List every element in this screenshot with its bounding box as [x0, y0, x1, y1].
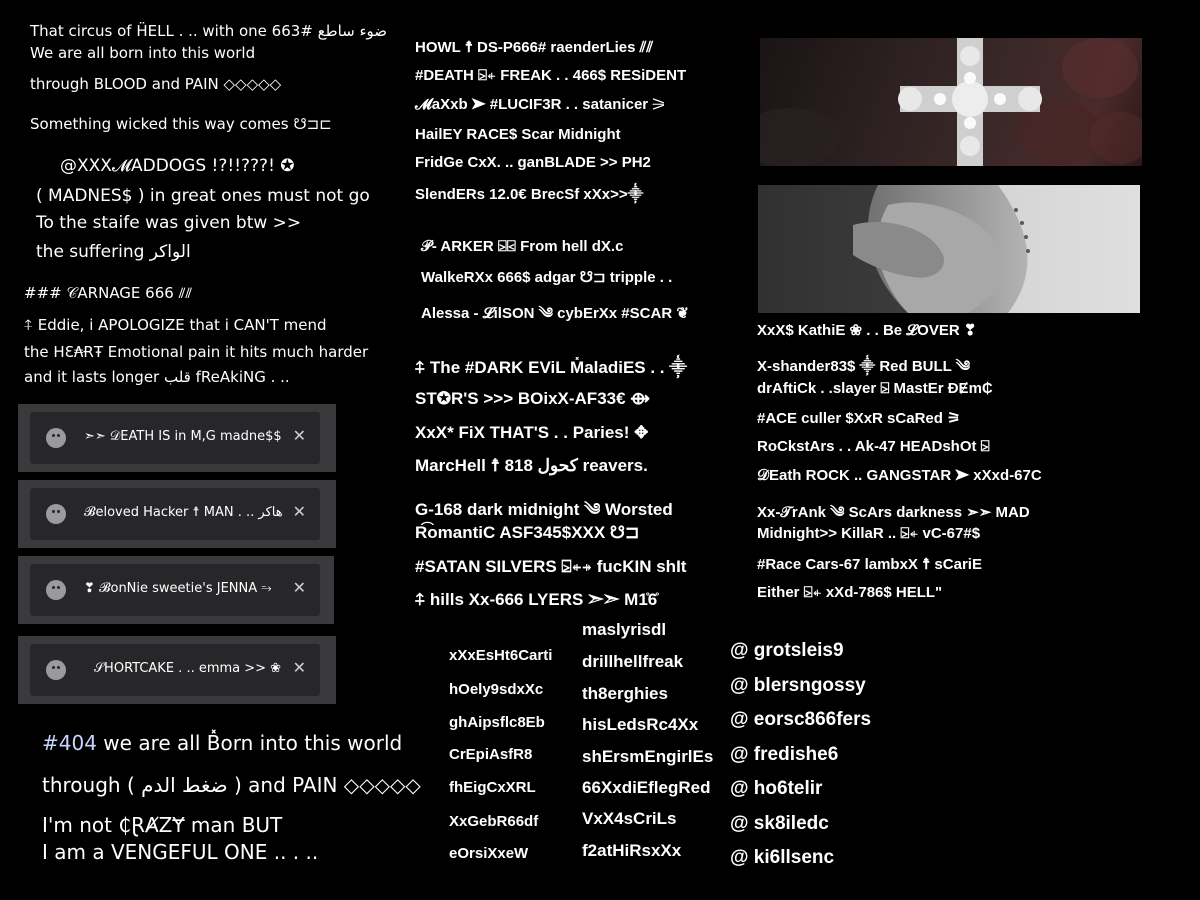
- left-line-6: ( MADNES$ ) in great ones must not go: [36, 186, 370, 206]
- col-c-handle: @ fredishe6: [730, 744, 839, 765]
- right-line-4: #ACE culler $XxR sCaRed ⚞: [757, 410, 961, 427]
- col-b-item: drillhellfreak: [582, 652, 684, 671]
- chip-text: 𝒮HORTCAKE . .. emma >> ❀: [94, 661, 282, 676]
- hand-on-shoulder-photo: [758, 185, 1140, 313]
- col-a-item: CrEpiAsfR8: [449, 746, 533, 763]
- col-c-handle: @ blersngossy: [730, 675, 866, 696]
- col-b-item: f2atHiRsxXx: [582, 841, 682, 860]
- left-line-7: To the staife was given btw >>: [36, 213, 302, 233]
- left-bottom-line-1: [42, 731, 402, 755]
- left-line-5: @XXX𝓜ADDOGS !?!!???! ✪: [60, 156, 295, 176]
- chip-text: ❣ 𝓑onNie sweetie's JENNA ⥲: [84, 581, 272, 596]
- col-b-item: th8erghies: [582, 684, 668, 703]
- center2-line-2: WalkeRXx 666$ adgar ☋⊐ tripple . .: [421, 269, 673, 286]
- col-b-item: hisLedsRc4Xx: [582, 715, 699, 734]
- left-mid-line-2: ⍏ Eddie, i APOLOGIZE that i CAN'T mend: [24, 316, 327, 334]
- smiley-icon: [46, 580, 66, 600]
- col-c-handle: @ grotsleis9: [730, 640, 844, 661]
- col-a-item: hOely9sdxXc: [449, 681, 544, 698]
- notification-chip-2: [18, 480, 336, 548]
- col-c-handle: @ eorsc866fers: [730, 709, 872, 730]
- col-b-item: 66XxdiEflegRed: [582, 778, 711, 797]
- left-bottom-line-2: through ( ضغط الدم ) and PAIN ◇◇◇◇◇: [42, 773, 421, 797]
- right-line-6: 𝒟Eath ROCK .. GANGSTAR ➤ xXxd-67C: [757, 467, 1042, 484]
- left-mid-line-3: the HƐ₳ɌŦ Emotional pain it hits much harder: [24, 343, 369, 361]
- right-line-8: Midnight>> KillaR .. ⍄⍅ vC-67#$: [757, 525, 981, 542]
- chip-text: ➣➣ 𝒟EATH IS in M,G madne$$: [84, 429, 282, 444]
- center1-line-1: HOWL ☨ DS-P666# raenderLies ⫽⫽: [415, 39, 654, 56]
- notification-chip-4: [18, 636, 336, 704]
- center3-line-3: XxX* FiX THAT'S . . Paries! ✥: [415, 423, 649, 442]
- col-b-item: VxX4sCriLs: [582, 809, 677, 828]
- left-line-1: That circus of ḦELL . .. with one 663# ضوء ساطع: [30, 22, 388, 40]
- center1-line-2: #DEATH ⍄⍅ FREAK . . 466$ RESiDENT: [415, 67, 687, 84]
- notification-chip-1: [18, 404, 336, 472]
- left-line-2: We are all born into this world: [30, 44, 256, 62]
- center3-line-8: ⍏ hills Xx-666 LYERS ➣➣ M1̊6̊: [415, 590, 658, 609]
- smiley-icon: [46, 428, 66, 448]
- col-c-handle: @ ho6telir: [730, 778, 823, 799]
- close-icon[interactable]: ✕: [292, 428, 306, 445]
- hand-on-shoulder-image: [758, 185, 1140, 313]
- center3-line-7: #SATAN SILVERS ⍄⍅⍆ fucKIN shIt: [415, 557, 687, 576]
- hashtag-404: #404: [42, 731, 97, 755]
- left-bottom-line-4: I am a VENGEFUL ONE .. . ..: [42, 840, 319, 864]
- right-line-7: Xx-𝒯rAnk ༄ ScArs darkness ➣➣ MAD: [757, 504, 1030, 521]
- col-a-item: fhEigCxXRL: [449, 779, 536, 796]
- left-line-3: through BLOOD and PAIN ◇◇◇◇◇: [30, 75, 282, 93]
- smiley-icon: [46, 504, 66, 524]
- center3-line-2: ST✪R'S >>> BOixX-AF33€ ⟴: [415, 389, 650, 408]
- right-line-9: #Race Cars-67 lambxX ☨ sCariE: [757, 556, 982, 573]
- center3-line-5: G-168 dark midnight ༄ Worsted: [415, 500, 673, 519]
- center2-line-1: 𝒫- ARKER ⍄⍃ From hell dX.c: [421, 238, 624, 255]
- close-icon[interactable]: ✕: [292, 580, 306, 597]
- center1-line-4: HailEY RACE$ Scar Midnight: [415, 126, 621, 143]
- col-a-item: eOrsiXxeW: [449, 845, 529, 862]
- left-mid-line-1: ### 𝒞ARNAGE 666 ⫽⫽: [24, 284, 192, 302]
- col-b-item: shErsmEngirlEs: [582, 747, 714, 766]
- left-bottom-line-3: I'm not ₵ⱤȺZɎ man BUT: [42, 813, 283, 837]
- center3-line-6: R͡omantiC ASF345$XXX ☋⊐: [415, 523, 640, 542]
- center2-line-3: Alessa - 𝓛ilSON ༄ cybErXx #SCAR ❦: [421, 305, 689, 322]
- cross-jewel-photo: [760, 38, 1142, 166]
- right-line-3: drAftiCk . .slayer ⍄ MastEr ĐɆm₵: [757, 380, 993, 397]
- left-bottom-line-1-rest: we are all B̽orn into this world: [96, 731, 403, 755]
- smiley-icon: [46, 660, 66, 680]
- col-c-handle: @ ki6llsenc: [730, 847, 835, 868]
- chip-text: 𝓑eloved Hacker ☨ MAN . .. هاكر: [84, 505, 283, 520]
- center3-line-4: MarcHell ☨ 818 كحول reavers.: [415, 456, 648, 475]
- col-a-item: ghAipsflc8Eb: [449, 714, 545, 731]
- col-a-item: XxGebR66df: [449, 813, 539, 830]
- close-icon[interactable]: ✕: [292, 504, 306, 521]
- left-mid-line-4: and it lasts longer قلب fReAkiNG . ..: [24, 368, 290, 386]
- col-b-item: maslyrisdl: [582, 620, 667, 639]
- right-line-2: X-shander83$ ⸎ Red BULL ༄: [757, 358, 971, 375]
- col-a-item: xXxEsHt6Carti: [449, 647, 553, 664]
- center1-line-3: 𝓜aXxb ➤ #LUCIF3R . . satanicer ⚞: [415, 96, 665, 113]
- close-icon[interactable]: ✕: [292, 660, 306, 677]
- notification-chip-3: [18, 556, 334, 624]
- left-line-4: Something wicked this way comes ☋⊐⊏: [30, 115, 332, 133]
- center3-line-1: ⍏ The #DARK EViL M̽aladiES . . ⸎: [415, 358, 687, 377]
- right-line-10: Either ⍄⍅ xXd-786$ HELL": [757, 584, 943, 601]
- cross-jewel-image: [760, 38, 1142, 166]
- center1-line-5: FridGe CxX. .. ganBLADE >> PH2: [415, 154, 651, 171]
- center1-line-6: SlendERs 12.0€ BrecSf xXx>>⸎: [415, 186, 644, 203]
- col-c-handle: @ sk8iledc: [730, 813, 829, 834]
- right-line-5: RoCkstArs . . Ak-47 HEADshOt ⍄: [757, 438, 990, 455]
- right-line-1: XxX$ KathiE ❀ . . Be 𝓛OVER ❣: [757, 322, 977, 339]
- left-line-8: the suffering الواكر: [36, 242, 191, 262]
